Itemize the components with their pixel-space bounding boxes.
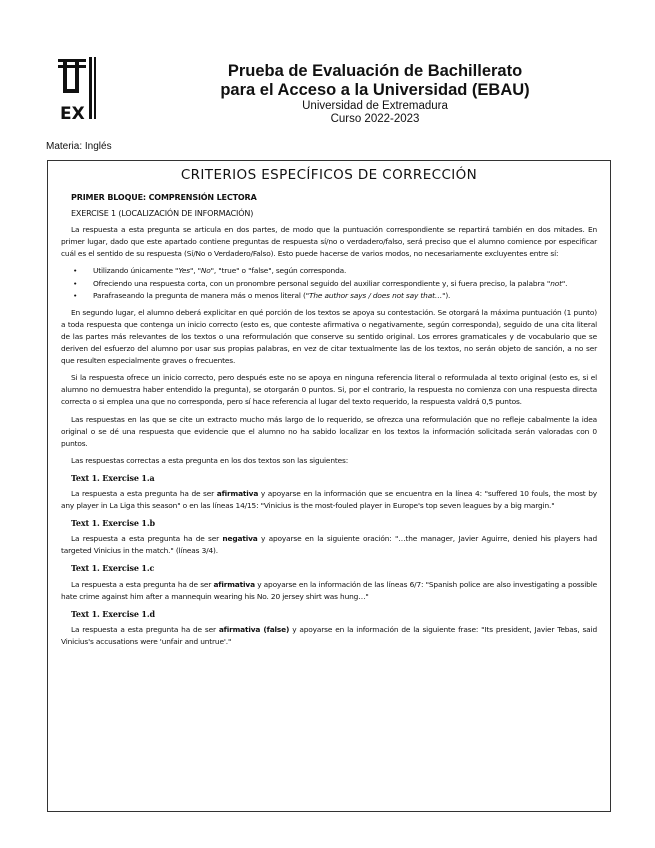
exercise-label: EXERCISE 1 (LOCALIZACIÓN DE INFORMACIÓN): [71, 209, 254, 219]
exercise-1a-text: La respuesta a esta pregunta ha de ser afirmativa y apoyarse en la información que se encuentra en la línea 4: "suffered 10 fouls, the most by any player in La Liga this season" o en las líneas 14/15: "Vinicius is the most-fouled player in Europe's top seven leagues by a big margin.": [61, 488, 597, 511]
subject-label: Materia: Inglés: [46, 141, 112, 152]
svg-text:EX: EX: [60, 104, 85, 124]
list-item: • Parafraseando la pregunta de manera más o menos literal ("The author says / does not say that…").: [61, 290, 597, 302]
paragraph-zero: Las respuestas en las que se cite un extracto mucho más largo de lo requerido, se ofrezca una reformulación que no refleje cabalmente la idea original o se dé una respuesta que evidencie que el alumno no ha sabido localizar en los textos la información solicitada serán valoradas con 0 puntos.: [61, 414, 597, 448]
document-title: CRITERIOS ESPECÍFICOS DE CORRECCIÓN: [180, 167, 478, 183]
university-logo: [56, 55, 108, 125]
block-heading: PRIMER BLOQUE: COMPRENSIÓN LECTORA: [71, 193, 257, 202]
exercise-1c-heading: Text 1. Exercise 1.c: [71, 563, 155, 574]
header-title-line-1: Prueba de Evaluación de Bachillerato: [227, 62, 523, 80]
header-title-line-2: para el Acceso a la Universidad (EBAU): [220, 81, 530, 99]
paragraph-scoring: En segundo lugar, el alumno deberá explicitar en qué porción de los textos se apoya su contestación. Se otorgará la máxima puntuación (1 punto) a toda respuesta que contenga un inicio correcto (esto es, que conteste afirmativa o negativamente, según corresponda), seguido de una cita literal de las partes más relevantes de los textos o una reformulación que conserve su sentido original. Los errores gramaticales y de vocabulario que se deriven del esfuerzo del alumno por usar sus propias palabras, en vez de citar textualmente las de los textos, no serán objeto de sanción, a no ser que resulten especialmente graves o frecuentes.: [61, 307, 597, 366]
exercise-1b-heading: Text 1. Exercise 1.b: [71, 518, 155, 529]
exercise-1c-text: La respuesta a esta pregunta ha de ser afirmativa y apoyarse en la información de las líneas 6/7: "Spanish police are also investigating a possible hate crime against him after a mannequin wearing his No. 20 jersey shirt was hung…": [61, 579, 598, 601]
answer-modes-list: [61, 265, 597, 301]
exercise-1d-text: La respuesta a esta pregunta ha de ser afirmativa (false) y apoyarse en la información de la siguiente frase: "Its president, Javier Tebas, said Vinicius's accusations were 'unfair and untrue'.": [61, 624, 598, 646]
paragraph-partial: Si la respuesta ofrece un inicio correcto, pero después este no se apoya en ninguna referencia literal o reformulada al texto original (esto es, si el alumno no demuestra haber entendido la pregunta), se otorgarán 0 puntos. Si, por el contrario, la respuesta no comienza con una respuesta directa correcta o si emplea una que no corresponda, pero sí hace referencia al lugar del texto requerido, la respuesta valdrá 0,5 puntos.: [61, 373, 597, 407]
exercise-1b-text: La respuesta a esta pregunta ha de ser negativa y apoyarse en la siguiente oración: "…the manager, Javier Aguirre, denied his players had targeted Vinicius in the match." (líneas 3/4).: [61, 534, 597, 556]
criteria-box: [47, 160, 611, 812]
header-title-block: [175, 62, 575, 126]
list-item: • Ofreciendo una respuesta corta, con un pronombre personal seguido del auxiliar correspondiente y, si fuera preciso, la palabra "not".: [61, 278, 597, 290]
list-item: • Utilizando únicamente "Yes", "No", "true" o "false", según corresponda.: [61, 265, 597, 277]
exercise-1d-heading: Text 1. Exercise 1.d: [71, 608, 155, 619]
header-university: Universidad de Extremadura: [302, 100, 448, 112]
intro-paragraph: La respuesta a esta pregunta se articula en dos partes, de modo que la puntuación correspondiente se repartirá también en dos mitades. En primer lugar, dado que este apartado contiene preguntas de respuesta sí/no o verdadero/falso, será preciso que el alumno comience por especificar cuál es el sentido de su respuesta (Sí/No o Verdadero/Falso). Esto puede hacerse de varios modos, no necesariamente excluyentes entre sí:: [61, 225, 597, 259]
header-course: Curso 2022-2023: [330, 113, 420, 125]
exercise-1a-heading: Text 1. Exercise 1.a: [71, 472, 155, 483]
paragraph-answers-intro: Las respuestas correctas a esta pregunta en los dos textos son las siguientes:: [71, 455, 349, 465]
